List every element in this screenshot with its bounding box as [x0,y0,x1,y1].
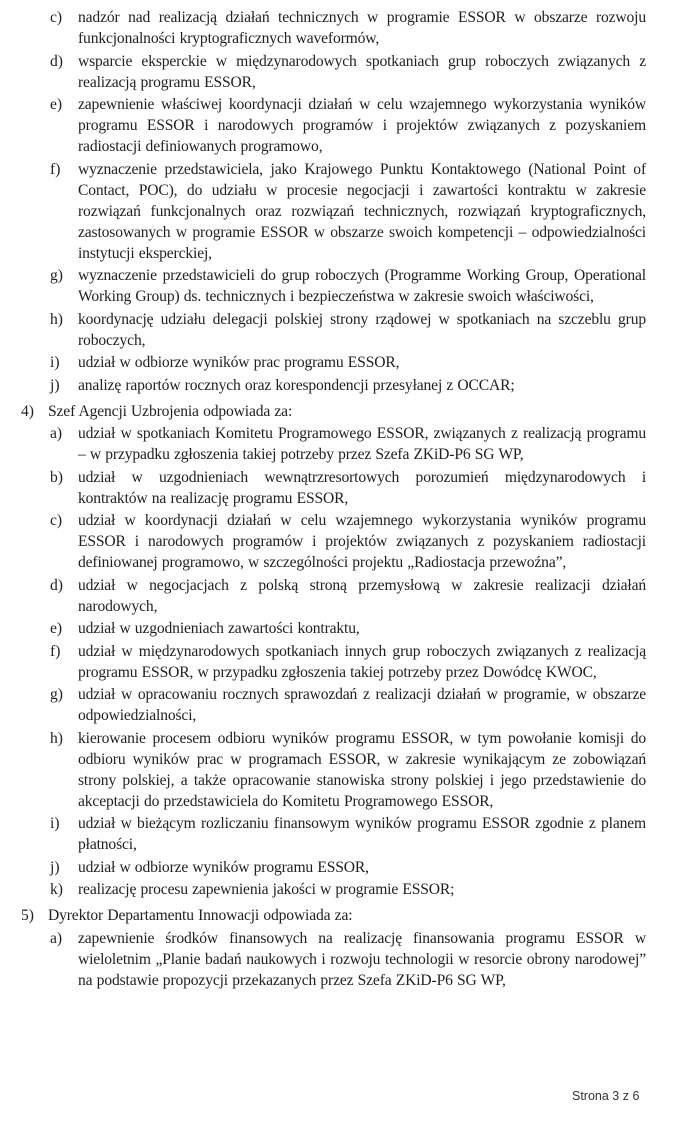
item-marker: k) [50,881,63,898]
list-item [0,423,646,465]
item-text: udział w odbiorze wyników prac programu ESSOR, [78,354,400,371]
item-marker: c) [50,512,63,529]
item-text: analizę raportów rocznych oraz korespondencji przesyłanej z OCCAR; [78,376,515,394]
section-heading [0,905,646,926]
section-5 [0,905,680,991]
item-text: wyznaczenie przedstawicieli do grup roboczych (Programme Working Group, Operational Working Group) ds. technicznych i bezpieczeństwa w zakresie swoich właściwości, [78,267,646,305]
item-text: zapewnienie właściwej koordynacji działań w celu wzajemnego wykorzystania wyników programu ESSOR i narodowych programów i projektów związanych z pozyskaniem radiostacji definiowanych programowo, [78,96,646,155]
item-text: udział w negocjacjach z polską stroną przemysłową w zakresie realizacji działań narodowych, [78,576,646,615]
list-item [0,510,646,573]
item-marker: j) [50,376,60,394]
section-marker: 5) [21,907,34,924]
continuation-list [0,7,680,396]
section-heading [0,401,646,422]
list-item [0,857,646,878]
item-marker: d) [50,52,63,70]
item-text: udział w koordynacji działań w celu wzajemnego wykorzystania wyników programu ESSOR i narodowych programów i projektów związanych z pozyskaniem radiostacji definiowanej programowo, w szczególności projektu „Radiostacja przewoźna”, [78,512,646,571]
item-marker: h) [50,310,63,328]
item-text: kierowanie procesem odbioru wyników programu ESSOR, w tym powołanie komisji do odbioru wyników prac w programach ESSOR, w zakresie wynikającym ze zobowiązań strony polskiej, a także opracowanie stanowiska strony polskiej i jego przedstawienie do akceptacji do przedstawiciela do Komitetu Programowego ESSOR, [78,729,646,810]
list-item [0,928,646,991]
list-item [0,575,646,617]
item-text: wsparcie eksperckie w międzynarodowych spotkaniach grup roboczych związanych z realizacją programu ESSOR, [78,52,646,91]
item-text: wyznaczenie przedstawiciela, jako Krajowego Punktu Kontaktowego (National Point of Contact, POC), do udziału w procesie negocjacji i zawartości kontraktu w zakresie rozwiązań funkcjonalnych oraz rozwiązań technicznych, rozwiązań kryptograficznych, zastosowanych w programie ESSOR w obszarze swoich kompetencji – odpowiedzialności instytucji eksperckiej, [78,160,646,262]
item-text: udział w spotkaniach Komitetu Programowego ESSOR, związanych z realizacją programu – w przypadku zgłoszenia takiej potrzeby przez Szefa ZKiD-P6 SG WP, [78,425,646,463]
list-item [0,94,646,157]
list-item [0,813,646,855]
list-item [0,467,646,509]
item-text: udział w uzgodnieniach zawartości kontraktu, [78,620,360,637]
page-number: Strona 3 z 6 [572,1089,640,1103]
item-marker: b) [50,468,63,486]
item-marker: j) [50,858,60,876]
list-item [0,265,646,307]
item-text: udział w opracowaniu rocznych sprawozdań z realizacji działań w programie, w obszarze odpowiedzialności, [78,686,646,724]
list-item [0,728,646,812]
list-item [0,352,646,373]
list-item [0,159,646,264]
item-marker: d) [50,576,63,594]
item-marker: e) [50,620,63,637]
section-heading-text: Dyrektor Departamentu Innowacji odpowiada za: [48,907,353,924]
item-marker: f) [50,642,61,660]
item-text: zapewnienie środków finansowych na realizację finansowania programu ESSOR w wieloletnim „Planie badań naukowych i rozwoju technologii w resorcie obrony narodowej” na podstawie propozycji przekazanych przez Szefa ZKiD-P6 SG WP, [78,929,646,989]
item-marker: i) [50,815,60,832]
item-text: udział w bieżącym rozliczaniu finansowym wyników programu ESSOR zgodnie z planem płatności, [78,815,646,853]
item-text: udział w międzynarodowych spotkaniach innych grup roboczych związanych z realizacją programu ESSOR, w przypadku zgłoszenia takiej potrzeby przez Dowódcę KWOC, [78,642,646,681]
item-marker: e) [50,96,63,113]
item-text: koordynację udziału delegacji polskiej strony rządowej w spotkaniach na szczeblu grup roboczych, [78,310,646,349]
item-marker: g) [50,686,63,703]
list-item [0,684,646,726]
list-item [0,7,646,49]
item-text: realizację procesu zapewnienia jakości w programie ESSOR; [78,881,455,898]
item-text: udział w odbiorze wyników programu ESSOR, [78,858,369,876]
list-item [0,879,646,900]
item-marker: f) [50,160,61,178]
list-item [0,641,646,683]
section-marker: 4) [21,402,34,420]
item-marker: i) [50,354,60,371]
item-marker: a) [50,929,63,947]
item-marker: c) [50,9,63,26]
item-marker: h) [50,729,63,747]
list-item [0,51,646,93]
item-text: nadzór nad realizacją działań technicznych w programie ESSOR w obszarze rozwoju funkcjonalności kryptograficznych waveformów, [78,9,646,47]
item-text: udział w uzgodnieniach wewnątrzresortowych porozumień międzynarodowych i kontraktów na realizację programu ESSOR, [78,468,646,507]
item-marker: g) [50,267,63,284]
document-page [0,7,680,991]
list-item [0,309,646,351]
list-item [0,618,646,639]
item-marker: a) [50,425,63,442]
section-4 [0,401,680,901]
list-item [0,375,646,396]
section-heading-text: Szef Agencji Uzbrojenia odpowiada za: [48,402,293,420]
